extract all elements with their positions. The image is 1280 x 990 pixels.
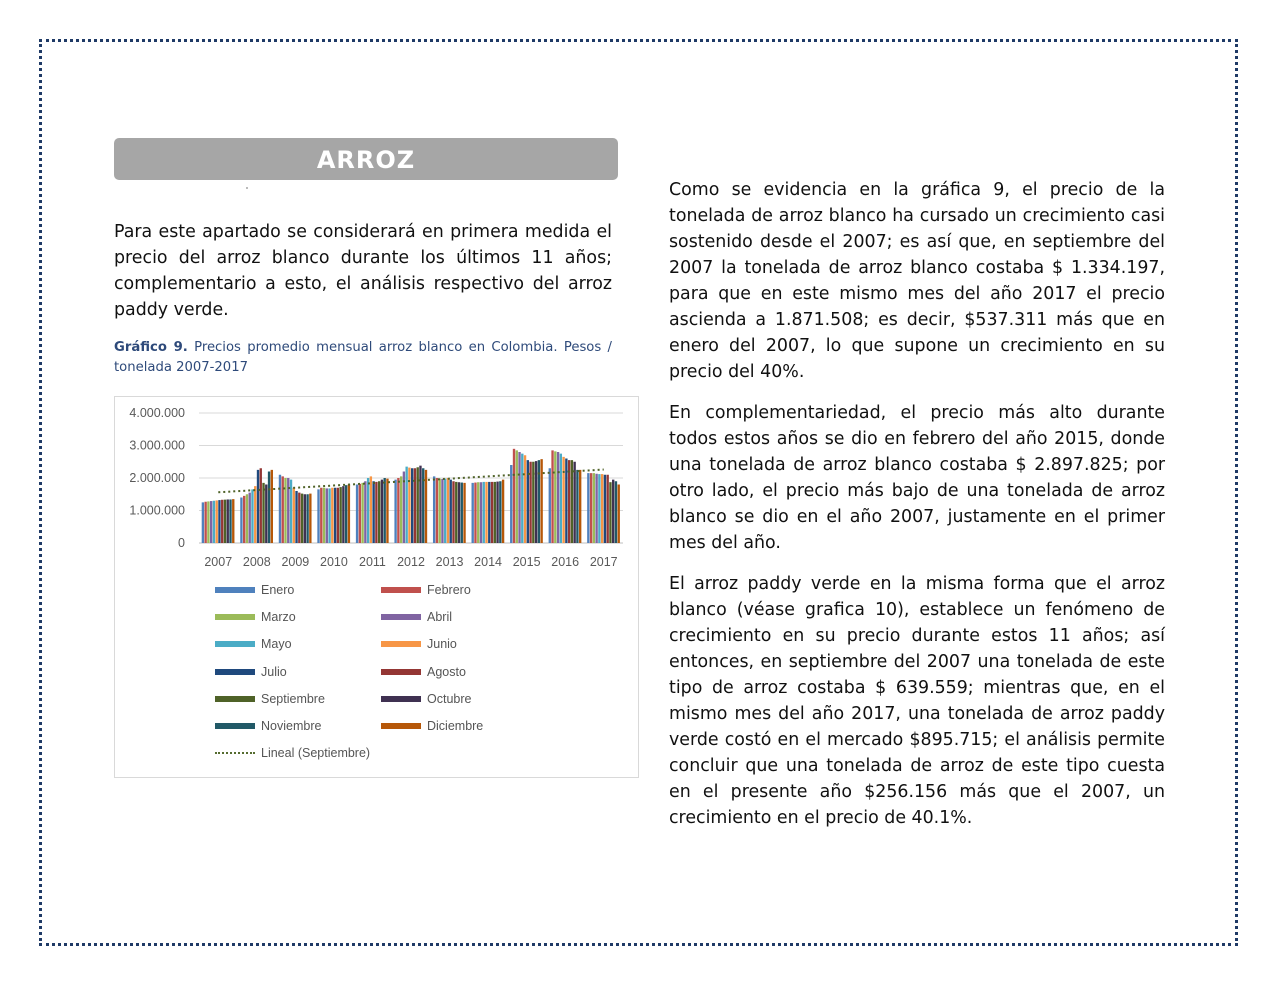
x-tick-label: 2010 (320, 555, 348, 569)
bar (549, 468, 551, 543)
legend-swatch (381, 587, 421, 593)
paragraph-3: El arroz paddy verde en la misma forma que el arroz blanco (véase grafica 10), establece un fenómeno de crecimiento en su precio durante estos 11 años; así entonces, en septiembre del 2007 una tonelada de este tipo de arroz costaba $ 639.559; mientras que, en el mismo mes del año 2017, una tonelada de arroz paddy verde costó en el mercado $895.715; el análisis permite concluir que una tonelada de arroz de este tipo cuesta en el presente año $256.156 más que el 2007, un crecimiento en el precio de 40.1%. (669, 574, 1165, 828)
bar (419, 466, 421, 543)
bar (535, 461, 537, 543)
bar (240, 498, 242, 544)
bar (342, 486, 344, 543)
legend-label: Febrero (427, 583, 471, 597)
bar (472, 483, 474, 543)
bar (604, 475, 606, 543)
bar (405, 467, 407, 543)
legend-label: Lineal (Septiembre) (261, 746, 371, 761)
bar (408, 468, 410, 543)
bar (265, 485, 267, 544)
legend-item (215, 665, 287, 679)
legend-item (381, 719, 483, 733)
bar (458, 482, 460, 543)
decorative-dot (246, 187, 248, 189)
bar (496, 482, 498, 543)
bar (367, 478, 369, 543)
bar (425, 470, 427, 543)
bar (562, 457, 564, 543)
bar (210, 501, 212, 543)
bar (339, 487, 341, 543)
bar (513, 449, 515, 543)
y-tick-label: 4.000.000 (129, 406, 185, 420)
bar (298, 493, 300, 543)
bar (529, 462, 531, 543)
chart-caption (114, 338, 612, 378)
bar (257, 470, 259, 543)
bar (452, 481, 454, 543)
bar (345, 485, 347, 543)
legend-label: Enero (261, 583, 295, 597)
x-tick-label: 2007 (204, 555, 233, 569)
bar (317, 489, 319, 543)
bar (480, 482, 482, 543)
intro-paragraph: Para este apartado se considerará en primera medida el precio del arroz blanco durante los últimos 11 años; complementario a esto, el análisis respectivo del arroz paddy verde. (114, 222, 612, 320)
legend-label: Noviembre (261, 719, 322, 733)
bar (364, 481, 366, 543)
legend-item (215, 719, 321, 733)
legend-label: Julio (261, 664, 287, 679)
bar (328, 488, 330, 543)
bar (618, 485, 620, 544)
bar (232, 499, 234, 543)
bar (260, 468, 262, 543)
bar (227, 499, 229, 543)
caption-text: Precios promedio mensual arroz blanco en Colombia. Pesos / tonelada 2007-2017 (114, 340, 613, 375)
bar (560, 454, 562, 543)
bar (375, 482, 377, 543)
bar (551, 450, 553, 543)
legend-swatch (215, 696, 255, 702)
bar (615, 481, 617, 543)
bar (359, 484, 361, 543)
legend-label: Septiembre (261, 691, 325, 706)
bar (502, 480, 504, 543)
bar (598, 474, 600, 543)
legend-label: Marzo (261, 610, 296, 625)
bar (301, 494, 303, 543)
legend-label: Diciembre (427, 719, 484, 733)
legend-label: Junio (427, 637, 457, 652)
bar (320, 488, 322, 543)
bar (229, 499, 231, 543)
bar (510, 465, 512, 543)
bar (400, 476, 402, 543)
legend-item (381, 583, 471, 597)
bar (518, 452, 520, 543)
legend-label: Octubre (427, 691, 472, 706)
bar (262, 483, 264, 543)
bar (323, 488, 325, 543)
y-tick-label: 1.000.000 (129, 503, 185, 518)
bar (463, 483, 465, 543)
bar (609, 482, 611, 543)
bar (334, 488, 336, 543)
bar (438, 479, 440, 543)
legend-swatch (381, 614, 421, 620)
legend-label: Abril (427, 610, 453, 625)
bar (304, 494, 306, 543)
legend-item (381, 665, 466, 679)
bar (590, 473, 592, 543)
bar (527, 460, 529, 543)
legend-item (215, 610, 296, 624)
bar (414, 468, 416, 543)
bar (436, 478, 438, 543)
bar (557, 452, 559, 543)
bar (216, 500, 218, 543)
bar (204, 502, 206, 543)
bar (461, 483, 463, 543)
bar (433, 476, 435, 543)
bar (601, 474, 603, 543)
bar (249, 493, 251, 543)
y-tick-label: 3.000.000 (129, 438, 185, 453)
bar-chart (115, 397, 640, 779)
legend-item (215, 637, 292, 651)
bar (207, 501, 209, 543)
legend-item-trendline (215, 746, 370, 760)
bar (202, 502, 204, 543)
bar (290, 480, 292, 543)
bar (579, 470, 581, 543)
bar (213, 501, 215, 543)
bar (348, 485, 350, 544)
bar (337, 488, 339, 543)
bar (540, 459, 542, 543)
legend-swatch (381, 696, 421, 702)
x-tick-label: 2011 (359, 555, 386, 569)
bar (397, 478, 399, 543)
bar (606, 475, 608, 543)
x-tick-label: 2014 (474, 555, 502, 569)
bar (251, 489, 253, 543)
bar (485, 482, 487, 543)
legend-item (215, 583, 294, 597)
bar (494, 482, 496, 543)
legend-swatch (215, 669, 255, 675)
bar (447, 478, 449, 543)
bar (571, 460, 573, 543)
bar (394, 480, 396, 543)
bar (361, 483, 363, 543)
x-tick-label: 2016 (551, 555, 580, 569)
bar (595, 474, 597, 543)
bar (326, 488, 328, 543)
bar (474, 483, 476, 543)
legend-swatch (215, 614, 255, 620)
x-tick-label: 2009 (281, 555, 310, 569)
bar (293, 488, 295, 543)
bar (268, 472, 270, 544)
bar (450, 480, 452, 543)
bar (246, 494, 248, 543)
legend-swatch (381, 669, 421, 675)
legend-swatch (381, 723, 421, 729)
bar (565, 459, 567, 544)
x-tick-label: 2013 (435, 555, 464, 569)
bar (243, 496, 245, 543)
legend-label: Mayo (261, 637, 292, 652)
bar (441, 479, 443, 543)
bar (554, 451, 556, 543)
bar (455, 482, 457, 543)
legend-swatch (215, 587, 255, 593)
legend-item (381, 610, 452, 624)
bar (309, 494, 311, 543)
bar (282, 476, 284, 543)
paragraph-1: Como se evidencia en la gráfica 9, el precio de la tonelada de arroz blanco ha cursado un crecimiento casi sostenido desde el 2007; es así que, en septiembre del 2007 la tonelada de arroz blanco costaba $ 1.334.197, para que en este mismo mes del año 2017 el precio ascienda a 1.871.508; es decir, $537.311 más que en enero del 2007, lo que supone un crecimiento en su precio del 40%. (669, 180, 1165, 382)
bar (331, 488, 333, 543)
x-tick-label: 2015 (512, 555, 541, 569)
bar (384, 478, 386, 543)
bar (516, 450, 518, 543)
bar (381, 480, 383, 543)
y-tick-label: 0 (178, 536, 185, 550)
caption-label: Gráfico 9. (114, 340, 188, 355)
bar (488, 482, 490, 543)
legend-item (381, 692, 471, 706)
x-tick-label: 2017 (589, 555, 618, 569)
paragraph-2: En complementariedad, el precio más alto durante todos estos años se dio en febrero del año 2015, donde una tonelada de arroz blanco costaba $ 2.897.825; por otro lado, el precio más bajo de una tonelada de arroz blanco se dio en el año 2007, justamente en el primer mes del año. (669, 403, 1165, 553)
bar (386, 479, 388, 543)
bar (221, 500, 223, 543)
legend-item (215, 692, 325, 706)
bar (372, 481, 374, 543)
bar (254, 486, 256, 543)
legend-swatch (381, 641, 421, 647)
bar (483, 482, 485, 543)
bar (491, 482, 493, 543)
bar (370, 476, 372, 543)
chart-container (114, 396, 639, 778)
legend-swatch (215, 723, 255, 729)
right-column (669, 177, 1165, 846)
bar (218, 500, 220, 543)
bar (271, 470, 273, 543)
bar (521, 454, 523, 543)
bar (499, 481, 501, 543)
bar (417, 467, 419, 543)
legend-trendline-swatch (215, 752, 255, 754)
bar (576, 470, 578, 543)
bar (356, 485, 358, 544)
bar (306, 494, 308, 543)
x-tick-label: 2008 (242, 555, 271, 569)
bar (378, 481, 380, 543)
bar (524, 455, 526, 543)
bar (477, 482, 479, 543)
bar (411, 468, 413, 543)
legend-item (381, 637, 457, 651)
bar (295, 491, 297, 543)
bar (224, 500, 226, 543)
bar (573, 462, 575, 543)
bar (444, 479, 446, 543)
section-title: ARROZ (114, 138, 618, 180)
bar (593, 473, 595, 543)
legend-swatch (215, 641, 255, 647)
y-tick-label: 2.000.000 (129, 471, 185, 485)
x-tick-label: 2012 (397, 555, 425, 569)
bar (587, 473, 589, 543)
bar (279, 475, 281, 543)
bar (612, 480, 614, 543)
legend-label: Agosto (427, 664, 466, 679)
